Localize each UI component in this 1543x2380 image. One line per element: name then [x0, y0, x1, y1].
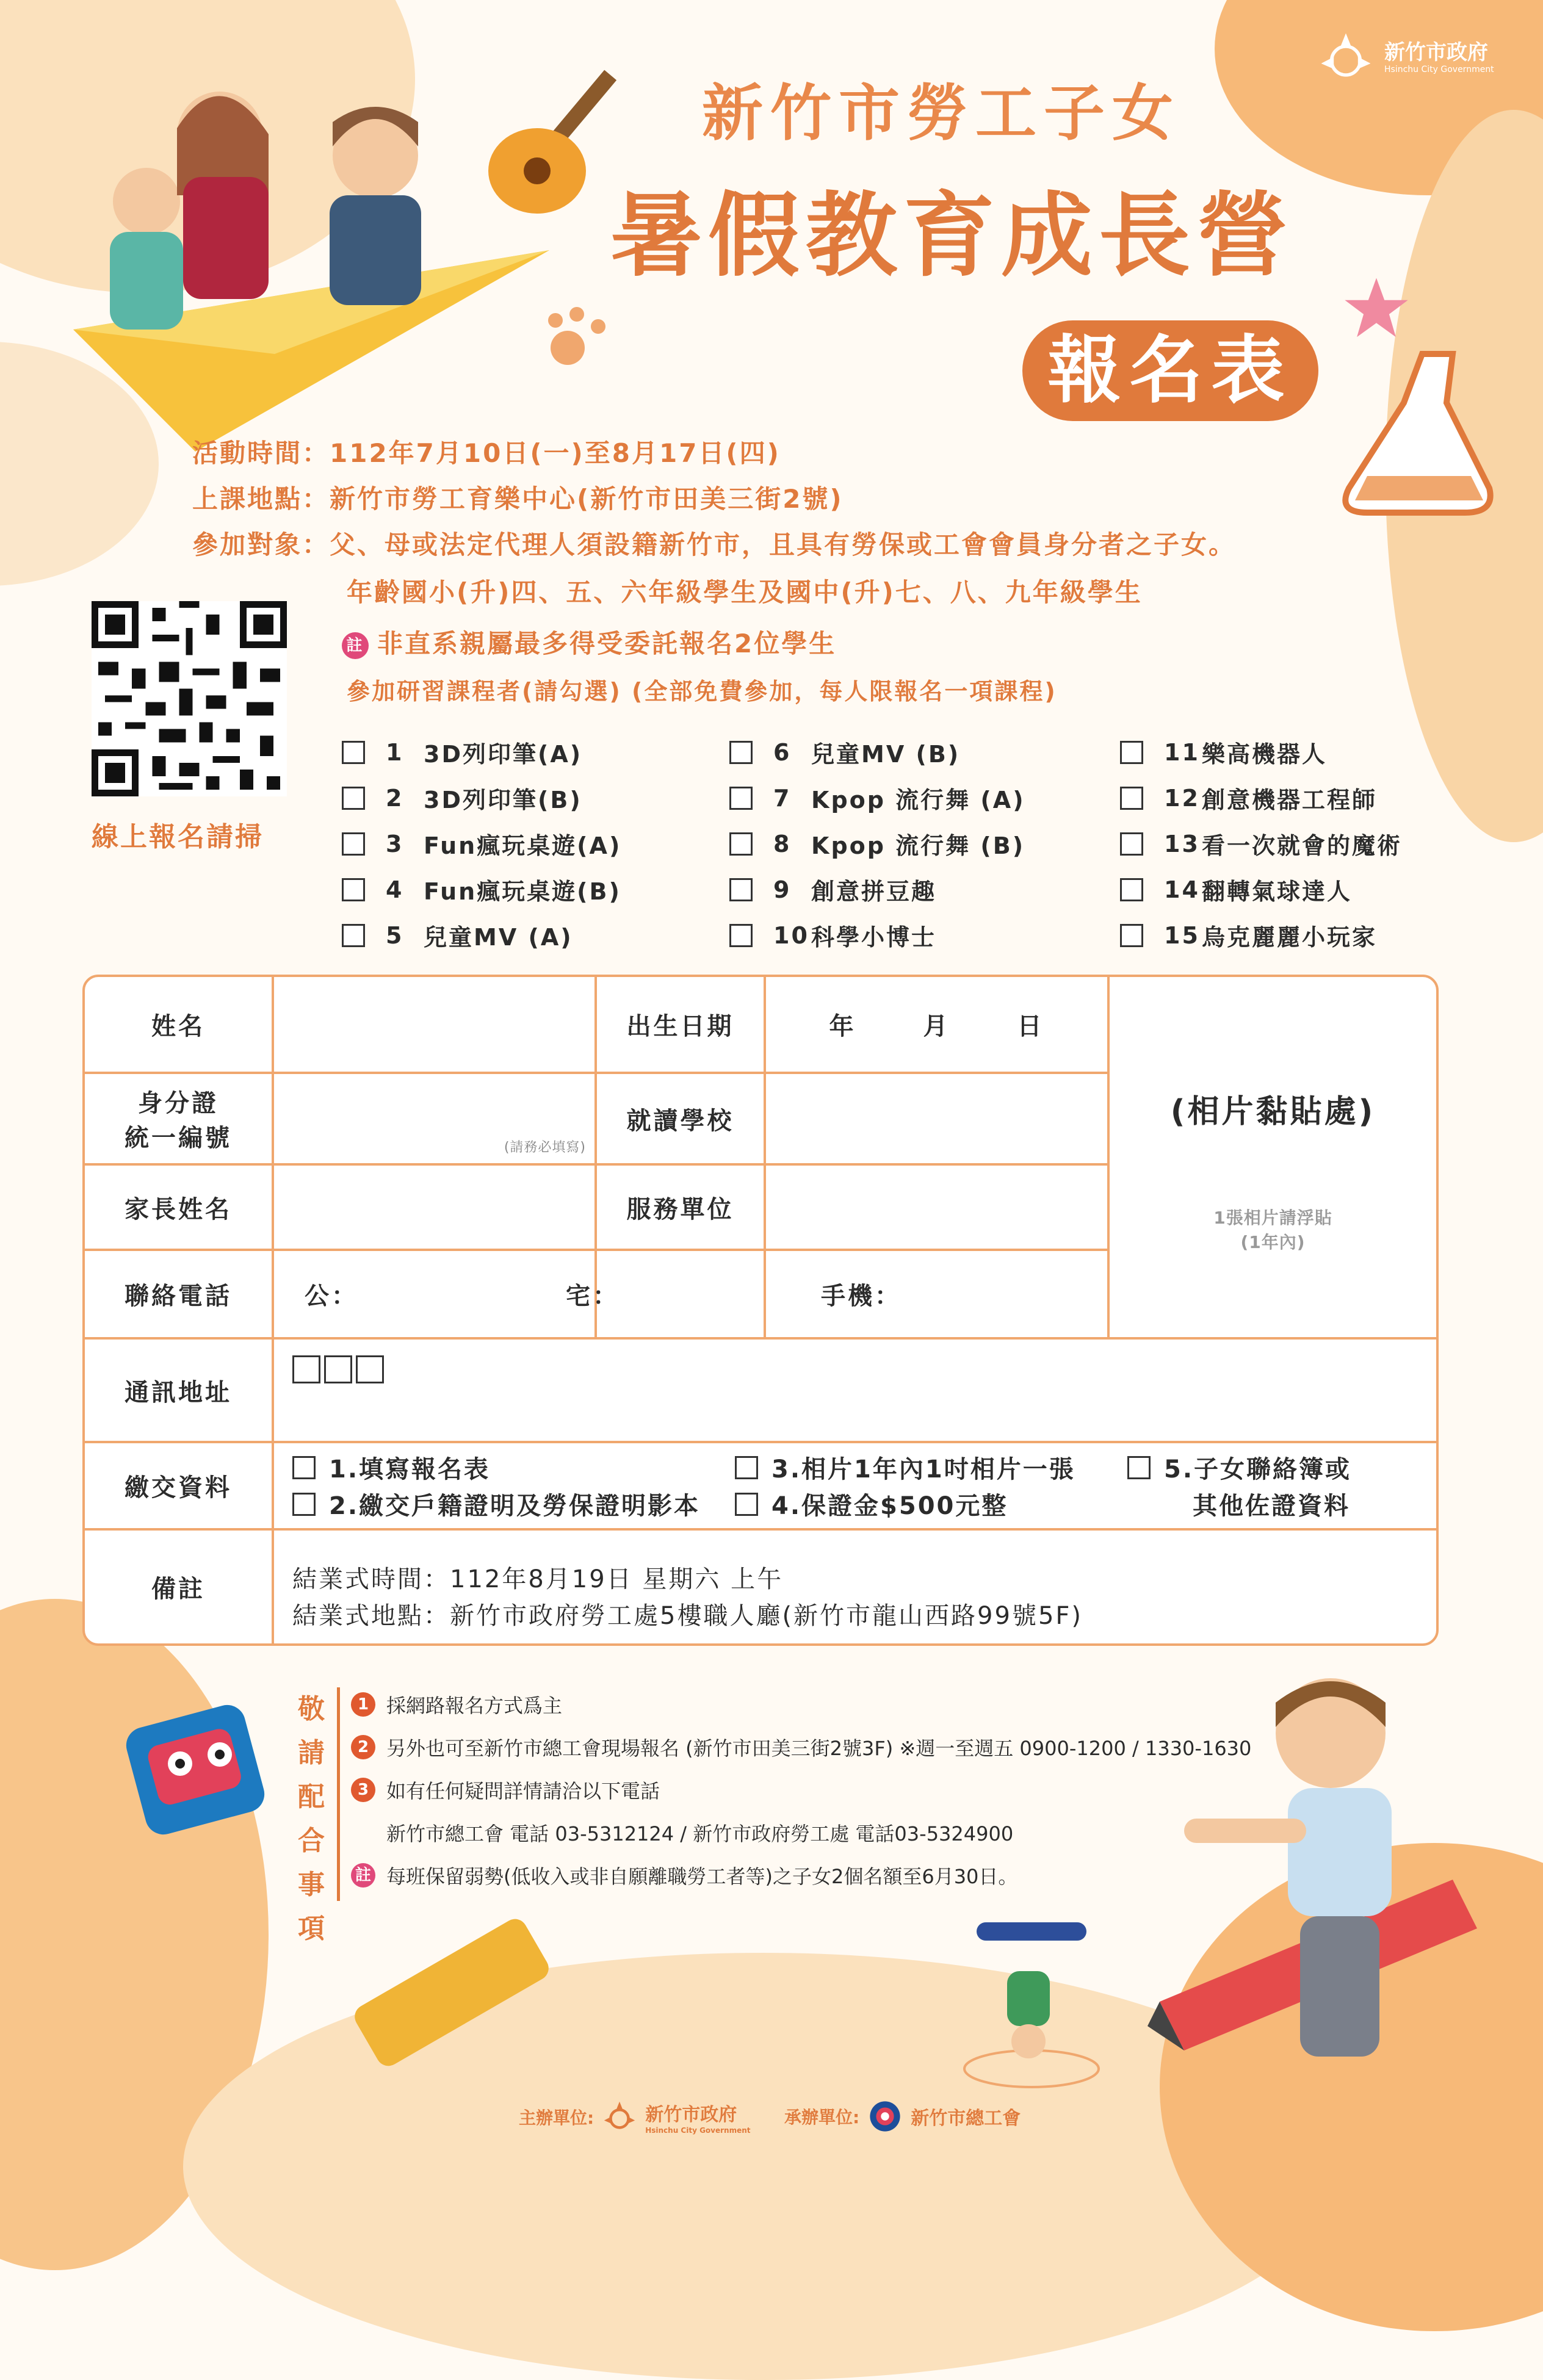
course-name: 兒童MV (B): [811, 741, 961, 768]
remark-line-1: 結業式時間：112年8月19日 星期六 上午: [292, 1565, 784, 1593]
course-name: 3D列印筆(A): [424, 741, 583, 768]
course-name: 3D列印筆(B): [424, 787, 582, 813]
info-course-hint: 參加研習課程者(請勾選) (全部免費參加，每人限報名一項課程): [347, 678, 1057, 705]
course-name: Fun瘋玩桌遊(A): [424, 832, 622, 859]
title-line2: 暑假教育成長營: [610, 183, 1295, 289]
course-option-5[interactable]: [342, 918, 573, 952]
course-number: 9: [773, 876, 792, 903]
course-checkbox[interactable]: [342, 924, 365, 947]
notes-title-char: 事: [298, 1869, 325, 1900]
checkbox[interactable]: [1127, 1456, 1151, 1479]
submit-item-3-label: 3.相片1年內1吋相片一張: [772, 1455, 1075, 1484]
course-checkbox[interactable]: [342, 832, 365, 856]
photo-note-2: (1年內): [1240, 1231, 1306, 1252]
submit-item-5-label: 5.子女聯絡簿或: [1164, 1455, 1352, 1484]
checkbox[interactable]: [735, 1493, 758, 1516]
info-place-value: 新竹市勞工育樂中心(新竹市田美三街2號): [330, 484, 844, 514]
note-number-2: 2: [351, 1735, 375, 1759]
birth-month-label: 月: [923, 1012, 950, 1040]
photo-note-1: 1張相片請浮貼: [1213, 1207, 1332, 1228]
info-time-value: 112年7月10日(一)至8月17日(四): [330, 438, 781, 468]
notes-divider: [337, 1687, 340, 1901]
info-place-label: 上課地點：: [192, 484, 330, 514]
label-school: 就讀學校: [626, 1106, 734, 1135]
info-place: [192, 479, 844, 516]
city-government-logo: [1318, 31, 1494, 85]
course-option-10[interactable]: [729, 918, 936, 952]
phone-office-label: 公：: [305, 1282, 358, 1310]
photo-label: (相片黏貼處): [1170, 1093, 1376, 1130]
course-number: 10: [773, 921, 809, 949]
label-remark: 備註: [151, 1575, 205, 1603]
note-number-3: 3: [351, 1778, 375, 1802]
label-id-line2: 統一編號: [125, 1124, 232, 1152]
birth-day-label: 日: [1017, 1012, 1044, 1040]
course-name: 兒童MV (A): [424, 924, 573, 951]
label-submit: 繳交資料: [125, 1474, 232, 1502]
course-number: 13: [1164, 830, 1200, 857]
qr-code-icon[interactable]: [92, 601, 287, 796]
note-item-2-text: 另外也可至新竹市總工會現場報名 (新竹市田美三街2號3F) ※週一至週五 0900-1200 / 1330-1630: [386, 1737, 1252, 1760]
course-option-12[interactable]: [1120, 781, 1377, 815]
parent-input[interactable]: [274, 1166, 594, 1249]
note-item-1-text: 採網路報名方式爲主: [386, 1694, 563, 1717]
note-item-4-text: 每班保留弱勢(低收入或非自願離職勞工者等)之子女2個名額至6月30日。: [386, 1865, 1018, 1888]
course-name: 看一次就會的魔術: [1202, 832, 1403, 859]
submit-item-1-label: 1.填寫報名表: [329, 1455, 491, 1484]
note-item-4: [351, 1861, 1017, 1889]
course-option-2[interactable]: [342, 781, 582, 815]
birth-input[interactable]: [766, 977, 1107, 1072]
course-number: 11: [1164, 738, 1200, 766]
info-time: [192, 433, 781, 470]
postcode-box[interactable]: [324, 1355, 352, 1383]
course-option-8[interactable]: [729, 827, 1025, 860]
course-checkbox[interactable]: [342, 787, 365, 810]
footer-host-en: Hsinchu City Government: [645, 2126, 751, 2135]
course-number: 2: [386, 784, 404, 812]
registration-form: [82, 975, 1439, 1646]
course-number: 8: [773, 830, 792, 857]
checkbox[interactable]: [292, 1456, 316, 1479]
logo-name: 新竹市政府: [1384, 40, 1488, 65]
info-time-label: 活動時間：: [192, 438, 330, 468]
phone-input[interactable]: [274, 1251, 1107, 1337]
work-input[interactable]: [766, 1166, 1107, 1249]
footer-host-label: 主辦單位:: [519, 2108, 594, 2128]
course-number: 14: [1164, 876, 1200, 903]
submit-item-5-line2: 其他佐證資料: [1193, 1492, 1350, 1520]
note-item-3-text: 如有任何疑問詳情請洽以下電話: [386, 1780, 660, 1803]
footer-co: [784, 2099, 1021, 2133]
postcode-boxes: [292, 1355, 384, 1383]
label-id-line1: 身分證: [138, 1089, 219, 1117]
crayon-illustration: [317, 1910, 574, 2093]
course-checkbox[interactable]: [729, 787, 753, 810]
logo-en: Hsinchu City Government: [1384, 64, 1494, 74]
note-item-1: [351, 1690, 562, 1718]
note-icon: 註: [351, 1863, 375, 1888]
label-birth: 出生日期: [626, 1012, 734, 1040]
paw-icon: [543, 305, 616, 372]
course-checkbox[interactable]: [342, 878, 365, 901]
footer-host-org: [645, 2099, 750, 2135]
note-item-phones: 新竹市總工會 電話 03-5312124 / 新竹市政府勞工處 電話03-5324900: [386, 1822, 1014, 1845]
checkbox[interactable]: [292, 1493, 316, 1516]
notes-title-char: 合: [298, 1825, 325, 1856]
submit-item-4[interactable]: [735, 1487, 1008, 1521]
remark-line-2: 結業式地點：新竹市政府勞工處5樓職人廳(新竹市龍山西路99號5F): [292, 1602, 1083, 1630]
course-number: 3: [386, 830, 404, 857]
label-name: 姓名: [151, 1012, 205, 1040]
boy-on-pencil-illustration: [1147, 1660, 1489, 2124]
label-work: 服務單位: [626, 1195, 734, 1224]
note-item-2: [351, 1733, 1251, 1761]
footer-host-name: 新竹市政府: [645, 2104, 737, 2126]
submit-item-5[interactable]: [1127, 1450, 1351, 1485]
course-checkbox[interactable]: [729, 832, 753, 856]
course-option-11[interactable]: [1120, 735, 1327, 769]
notes-title-char: 敬: [298, 1693, 325, 1725]
submit-item-3[interactable]: [735, 1450, 1075, 1485]
note-number-1: 1: [351, 1692, 375, 1717]
course-checkbox[interactable]: [342, 741, 365, 764]
city-seal-icon: [1318, 31, 1373, 85]
submit-item-2[interactable]: [292, 1487, 700, 1521]
qr-label: 線上報名請掃: [92, 821, 264, 853]
course-number: 6: [773, 738, 792, 766]
course-checkbox[interactable]: [1120, 924, 1143, 947]
phone-mobile-label: 手機：: [821, 1282, 902, 1310]
info-target: [192, 525, 1236, 561]
birth-year-label: 年: [829, 1012, 856, 1040]
label-address: 通訊地址: [125, 1378, 232, 1407]
flask-icon: [1331, 342, 1501, 525]
footer-co-label: 承辦單位:: [784, 2107, 860, 2127]
course-number: 4: [386, 876, 404, 903]
course-name: 翻轉氣球達人: [1202, 878, 1353, 905]
course-option-14[interactable]: [1120, 873, 1352, 906]
course-name: 創意拼豆趣: [811, 878, 937, 905]
checkbox[interactable]: [735, 1456, 758, 1479]
course-option-4[interactable]: [342, 873, 621, 906]
info-target-value: 父、母或法定代理人須設籍新竹市，且具有勞保或工會會員身分者之子女。: [330, 530, 1237, 560]
course-name: Kpop 流行舞 (B): [811, 832, 1025, 859]
course-option-1[interactable]: [342, 735, 582, 769]
dancer-illustration: [940, 1898, 1123, 2093]
name-input[interactable]: [274, 977, 594, 1072]
submit-item-2-label: 2.繳交戶籍證明及勞保證明影本: [329, 1492, 701, 1520]
course-checkbox[interactable]: [1120, 741, 1143, 764]
course-number: 5: [386, 921, 404, 949]
postcode-box[interactable]: [356, 1355, 384, 1383]
course-name: 烏克麗麗小玩家: [1202, 924, 1378, 951]
course-name: Kpop 流行舞 (A): [811, 787, 1025, 813]
note-item-3: [351, 1776, 660, 1804]
info-age: 年齡國小(升)四、五、六年級學生及國中(升)七、八、九年級學生: [347, 577, 1143, 607]
notes-title-char: 配: [298, 1781, 325, 1812]
info-target-label: 參加對象：: [192, 530, 330, 560]
phone-home-label: 宅：: [566, 1282, 620, 1310]
course-checkbox[interactable]: [729, 741, 753, 764]
label-phone: 聯絡電話: [125, 1282, 232, 1310]
course-number: 15: [1164, 921, 1200, 949]
notes-title: [293, 1687, 330, 1951]
id-input[interactable]: [274, 1074, 594, 1163]
robot-illustration: [122, 1678, 281, 1861]
course-option-3[interactable]: [342, 827, 621, 860]
submit-item-1[interactable]: [292, 1450, 490, 1485]
row-line: [85, 1528, 1436, 1531]
info-note-text: 非直系親屬最多得受委託報名2位學生: [377, 629, 837, 658]
footer-co-name: 新竹市總工會: [911, 2108, 1021, 2129]
union-logo-icon: [868, 2099, 902, 2133]
course-name: Fun瘋玩桌遊(B): [424, 878, 621, 905]
notes-title-char: 項: [298, 1913, 325, 1944]
course-option-6[interactable]: [729, 735, 960, 769]
photo-area[interactable]: [1110, 977, 1436, 1337]
course-option-15[interactable]: [1120, 918, 1377, 952]
label-id: [85, 1074, 272, 1163]
footer-host: [519, 2099, 751, 2135]
id-note: (請務必填寫): [504, 1140, 586, 1155]
course-name: 樂高機器人: [1202, 741, 1328, 768]
course-checkbox[interactable]: [1120, 787, 1143, 810]
course-number: 7: [773, 784, 792, 812]
address-input[interactable]: [274, 1340, 1436, 1441]
note-icon: 註: [342, 632, 369, 659]
course-option-13[interactable]: [1120, 827, 1402, 860]
course-name: 創意機器工程師: [1202, 787, 1378, 813]
course-number: 1: [386, 738, 404, 766]
star-icon: [1343, 275, 1410, 342]
notes-title-char: 請: [298, 1737, 325, 1769]
course-checkbox[interactable]: [729, 878, 753, 901]
submit-item-4-label: 4.保證金$500元整: [772, 1492, 1008, 1520]
course-number: 12: [1164, 784, 1200, 812]
row-line: [85, 1441, 1436, 1443]
label-parent: 家長姓名: [125, 1195, 232, 1224]
course-name: 科學小博士: [811, 924, 937, 951]
course-checkbox[interactable]: [1120, 832, 1143, 856]
postcode-box[interactable]: [292, 1355, 320, 1383]
course-checkbox[interactable]: [729, 924, 753, 947]
info-note: [342, 624, 836, 660]
title-line1: 新竹市勞工子女: [702, 78, 1180, 149]
course-checkbox[interactable]: [1120, 878, 1143, 901]
course-option-9[interactable]: [729, 873, 936, 906]
course-option-7[interactable]: [729, 781, 1025, 815]
city-seal-icon: [602, 2100, 637, 2134]
school-input[interactable]: [766, 1074, 1107, 1163]
form-badge: 報名表: [1022, 320, 1318, 421]
